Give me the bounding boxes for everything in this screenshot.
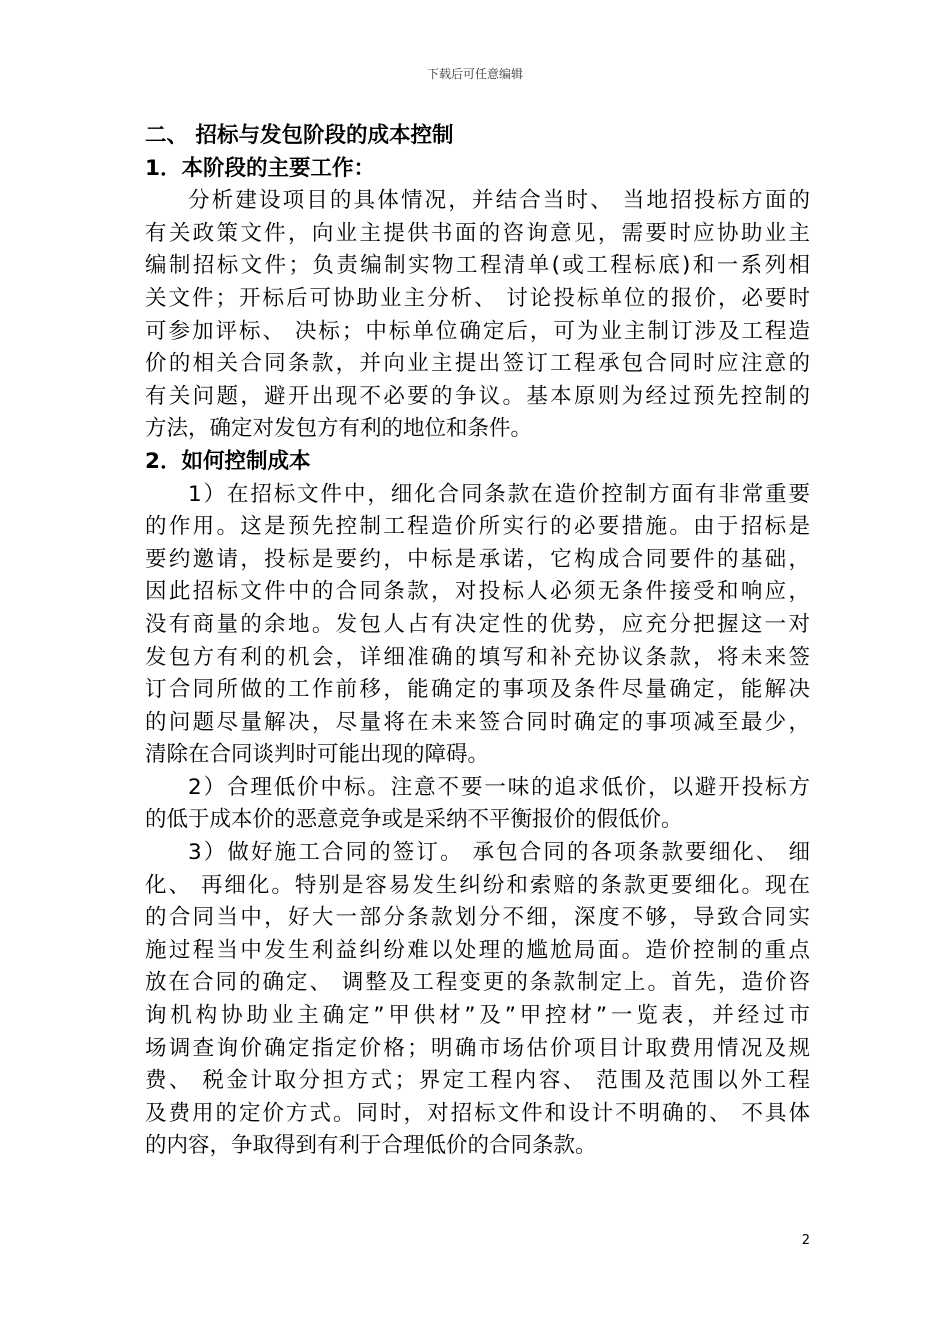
section-heading: 二、 招标与发包阶段的成本控制 — [145, 123, 454, 148]
paragraph-line: 有关问题，避开出现不必要的争议。基本原则为经过预先控制的 — [145, 383, 810, 409]
paragraph-line: 的作用。这是预先控制工程造价所实行的必要措施。由于招标是 — [145, 514, 810, 540]
paragraph-line: 订合同所做的工作前移，能确定的事项及条件尽量确定，能解决 — [145, 677, 810, 703]
paragraph-line: 场调查询价确定指定价格；明确市场估价项目计取费用情况及规 — [145, 1035, 810, 1061]
paragraph-line: 的内容，争取得到有利于合理低价的合同条款。 — [145, 1133, 597, 1159]
paragraph-line: 3）做好施工合同的签订。 承包合同的各项条款要细化、 细 — [188, 840, 810, 866]
page-header-note: 下载后可任意编辑 — [426, 67, 523, 81]
paragraph-line: 要约邀请，投标是要约，中标是承诺，它构成合同要件的基础， — [145, 546, 810, 572]
section-heading: 1．本阶段的主要工作： — [145, 155, 375, 181]
section-heading: 2．如何控制成本 — [145, 448, 311, 474]
document-body — [145, 120, 810, 1163]
paragraph-line: 费、 税金计取分担方式；界定工程内容、 范围及范围以外工程 — [145, 1068, 810, 1094]
paragraph-line: 有关政策文件，向业主提供书面的咨询意见，需要时应协助业主 — [145, 220, 810, 246]
paragraph-line: 化、 再细化。特别是容易发生纠纷和索赔的条款更要细化。现在 — [145, 872, 810, 898]
paragraph-line: 的低于成本价的恶意竞争或是采纳不平衡报价的假低价。 — [145, 807, 683, 833]
paragraph-line: 因此招标文件中的合同条款，对投标人必须无条件接受和响应， — [145, 579, 810, 605]
paragraph-line: 的问题尽量解决，尽量将在未来签合同时确定的事项减至最少， — [145, 709, 810, 735]
paragraph-line: 方法，确定对发包方有利的地位和条件。 — [145, 416, 533, 442]
paragraph-line: 分析建设项目的具体情况，并结合当时、 当地招投标方面的 — [188, 188, 810, 214]
paragraph-line: 2）合理低价中标。注意不要一味的追求低价，以避开投标方 — [188, 774, 810, 800]
paragraph-line: 询机构协助业主确定”甲供材”及”甲控材”一览表，并经过市 — [145, 1003, 810, 1029]
paragraph-line: 施过程当中发生利益纠纷难以处理的尴尬局面。造价控制的重点 — [145, 937, 810, 963]
paragraph-line: 可参加评标、 决标；中标单位确定后，可为业主制订涉及工程造 — [145, 318, 810, 344]
paragraph-line: 发包方有利的机会，详细准确的填写和补充协议条款，将未来签 — [145, 644, 810, 670]
paragraph-line: 清除在合同谈判时可能出现的障碍。 — [145, 742, 490, 768]
paragraph-line: 价的相关合同条款，并向业主提出签订工程承包合同时应注意的 — [145, 351, 810, 377]
paragraph-line: 关文件；开标后可协助业主分析、 讨论投标单位的报价，必要时 — [145, 285, 810, 311]
paragraph-line: 编制招标文件；负责编制实物工程清单(或工程标底)和一系列相 — [145, 253, 810, 279]
paragraph-line: 1）在招标文件中，细化合同条款在造价控制方面有非常重要 — [188, 481, 810, 507]
paragraph-line: 放在合同的确定、 调整及工程变更的条款制定上。首先，造价咨 — [145, 970, 810, 996]
paragraph-line: 的合同当中，好大一部分条款划分不细，深度不够，导致合同实 — [145, 905, 810, 931]
paragraph-line: 没有商量的余地。发包人占有决定性的优势，应充分把握这一对 — [145, 611, 810, 637]
page-number: 2 — [801, 1233, 810, 1248]
paragraph-line: 及费用的定价方式。同时，对招标文件和设计不明确的、 不具体 — [145, 1100, 810, 1126]
